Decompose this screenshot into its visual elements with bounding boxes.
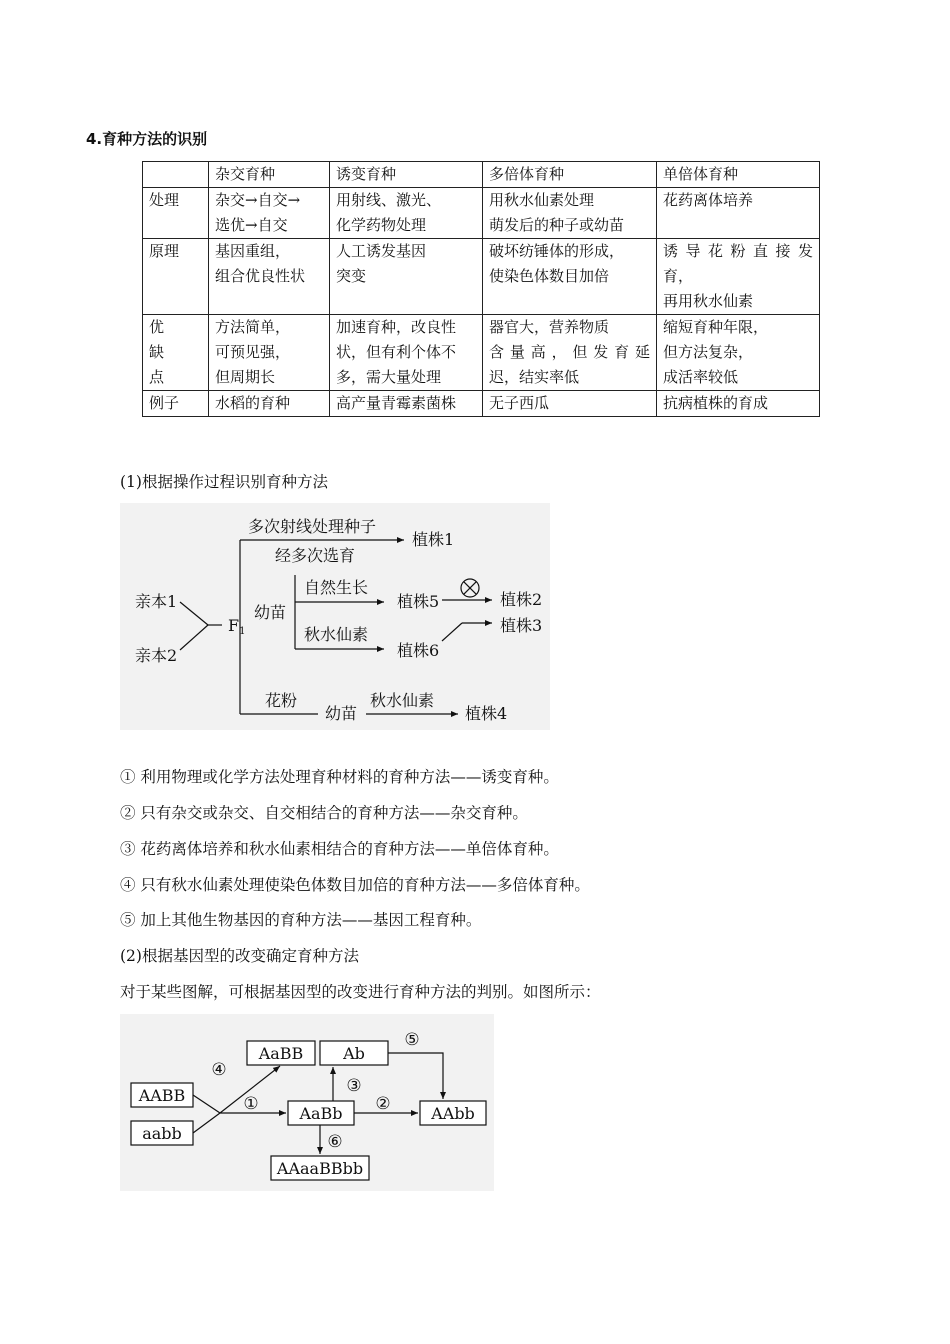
cell-text: 加速育种，改良性 <box>336 318 457 336</box>
arrow-5 <box>388 1053 443 1099</box>
pollen-label: 花粉 <box>265 691 298 710</box>
step-number-5: ⑤ <box>404 1030 420 1050</box>
connector-line <box>442 623 462 641</box>
table-row <box>143 315 820 391</box>
plant3-label: 植株3 <box>500 616 543 635</box>
seedling2-label: 幼苗 <box>325 704 358 723</box>
cell-text: 化学药物处理 <box>336 216 427 234</box>
label-AaBB: AaBB <box>258 1044 304 1063</box>
genotype-diagram <box>120 1014 494 1191</box>
table-row <box>143 188 820 239</box>
step-number-1: ① <box>243 1094 259 1114</box>
table-cell <box>483 391 657 417</box>
plant5-label: 植株5 <box>397 592 440 611</box>
cell-text: 缩短育种年限， <box>663 318 769 336</box>
connector-line <box>193 1113 220 1133</box>
list-item: ⑤ 加上其他生物基因的育种方法——基因工程育种。 <box>120 911 482 929</box>
cell-text: 成活率较低 <box>663 368 739 386</box>
cell-text: 选优→自交 <box>215 216 288 234</box>
table-cell <box>657 391 820 417</box>
table-cell <box>483 239 657 315</box>
parent2-label: 亲本2 <box>135 646 178 665</box>
table-cell <box>209 391 330 417</box>
table-row <box>143 239 820 315</box>
plant2-label: 植株2 <box>500 590 543 609</box>
cell-text: 例子 <box>149 394 180 412</box>
plant1-label: 植株1 <box>412 530 455 549</box>
plant4-label: 植株4 <box>465 704 508 723</box>
table-row <box>143 391 820 417</box>
cell-text: 优 <box>149 318 165 336</box>
table-cell <box>483 315 657 391</box>
table-cell <box>330 315 483 391</box>
cell-text: 花药离体培养 <box>663 191 754 209</box>
colchicine-label: 秋水仙素 <box>304 625 369 644</box>
section1-title: (1)根据操作过程识别育种方法 <box>120 473 328 491</box>
list-item: ③ 花药离体培养和秋水仙素相结合的育种方法——单倍体育种。 <box>120 840 559 858</box>
cell-text: 状，但有利个体不 <box>336 343 457 361</box>
table-cell <box>209 315 330 391</box>
table-header-row <box>143 162 820 188</box>
table-header-cell: 诱变育种 <box>330 162 483 188</box>
step-number-2: ② <box>375 1094 391 1114</box>
table-cell <box>209 188 330 239</box>
cell-text: 无子西瓜 <box>489 394 550 412</box>
table-cell <box>657 188 820 239</box>
cell-text: 人工诱发基因 <box>336 242 427 260</box>
plant6-label: 植株6 <box>397 641 440 660</box>
cell-text: 破坏纺锤体的形成， <box>489 242 625 260</box>
cell-text: 高产量青霉素菌株 <box>336 394 457 412</box>
table-cell <box>330 239 483 315</box>
cell-text: 基因重组， <box>215 242 291 260</box>
row-label <box>143 239 209 315</box>
step-number-4: ④ <box>211 1060 227 1080</box>
table-cell <box>657 315 820 391</box>
cell-text: 使染色体数目加倍 <box>489 267 610 285</box>
section2-text: 对于某些图解，可根据基因型的改变进行育种方法的判别。如图所示： <box>120 983 601 1001</box>
top-label-selection: 经多次选育 <box>275 546 356 565</box>
natural-growth-label: 自然生长 <box>304 578 369 597</box>
cell-text: 点 <box>149 368 165 386</box>
cell-text: 诱导花粉直接发 <box>663 242 813 260</box>
cell-text: 但周期长 <box>215 368 276 386</box>
table-header-cell <box>143 162 209 188</box>
table-cell <box>330 391 483 417</box>
label-Ab: Ab <box>343 1044 365 1063</box>
cell-text: 处理 <box>149 191 180 209</box>
cell-text: 迟，结实率低 <box>489 368 580 386</box>
section2-title: (2)根据基因型的改变确定育种方法 <box>120 947 359 965</box>
seedling-label: 幼苗 <box>254 603 287 622</box>
table-header-cell: 多倍体育种 <box>483 162 657 188</box>
cell-text: 器官大，营养物质 <box>489 318 610 336</box>
table-header-cell: 单倍体育种 <box>657 162 820 188</box>
table-cell <box>330 188 483 239</box>
cell-text: 组合优良性状 <box>215 267 306 285</box>
label-AaBb: AaBb <box>299 1104 343 1123</box>
cell-text: 原理 <box>149 242 180 260</box>
connector-line <box>180 602 208 625</box>
label-AAbb: AAbb <box>431 1104 475 1123</box>
table-cell <box>209 239 330 315</box>
f1-label: F1 <box>228 616 246 637</box>
breeding-process-diagram <box>120 503 550 730</box>
cell-text: 用射线、激光、 <box>336 191 442 209</box>
step-number-6: ⑥ <box>327 1132 343 1152</box>
cell-text: 含量高，但发育延 <box>489 343 650 361</box>
cell-text: 水稻的育种 <box>215 394 291 412</box>
row-label <box>143 188 209 239</box>
section-heading: 4.育种方法的识别 <box>86 130 208 148</box>
cell-text: 抗病植株的育成 <box>663 394 769 412</box>
table-cell <box>657 239 820 315</box>
cell-text: 育， <box>663 267 694 285</box>
table-header-cell: 杂交育种 <box>209 162 330 188</box>
top-label-radiation: 多次射线处理种子 <box>248 517 377 536</box>
cell-text: 杂交→自交→ <box>215 191 301 209</box>
connector-line <box>193 1095 220 1113</box>
cell-text: 缺 <box>149 343 165 361</box>
cell-text: 多，需大量处理 <box>336 368 442 386</box>
cell-text: 但方法复杂， <box>663 343 754 361</box>
row-label <box>143 315 209 391</box>
connector-line <box>180 625 208 650</box>
breeding-methods-table <box>142 161 820 417</box>
cell-text: 萌发后的种子或幼苗 <box>489 216 625 234</box>
label-AABB: AABB <box>138 1086 186 1105</box>
cell-text: 方法简单， <box>215 318 291 336</box>
step-number-3: ③ <box>346 1076 362 1096</box>
list-item: ① 利用物理或化学方法处理育种材料的育种方法——诱变育种。 <box>120 768 559 786</box>
list-item: ② 只有杂交或杂交、自交相结合的育种方法——杂交育种。 <box>120 804 528 822</box>
label-AAaaBBbb: AAaaBBbb <box>276 1159 364 1178</box>
list-item: ④ 只有秋水仙素处理使染色体数目加倍的育种方法——多倍体育种。 <box>120 876 590 894</box>
table-cell <box>483 188 657 239</box>
parent1-label: 亲本1 <box>135 592 178 611</box>
cell-text: 用秋水仙素处理 <box>489 191 595 209</box>
row-label <box>143 391 209 417</box>
cell-text: 突变 <box>336 267 367 285</box>
cell-text: 可预见强， <box>215 343 291 361</box>
colchicine2-label: 秋水仙素 <box>370 691 435 710</box>
label-aabb: aabb <box>142 1124 182 1143</box>
cell-text: 再用秋水仙素 <box>663 292 754 310</box>
